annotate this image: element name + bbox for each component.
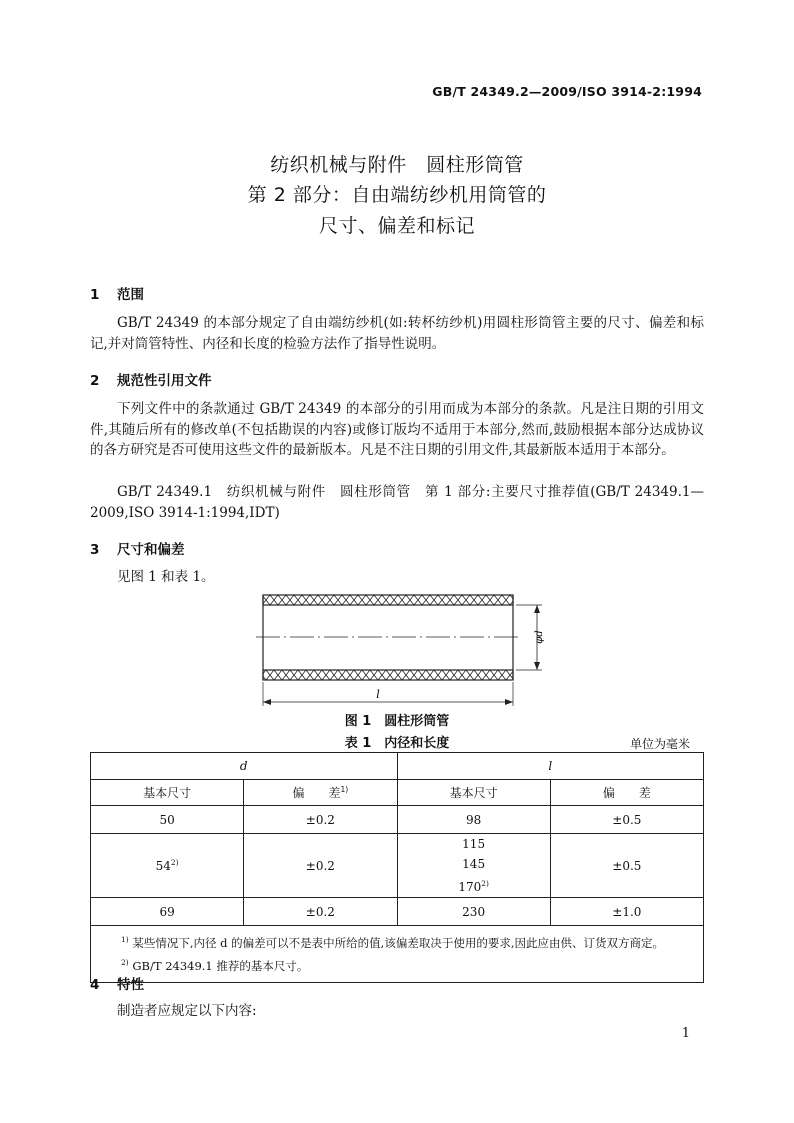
section-3-paragraph: 见图 1 和表 1。 — [117, 569, 215, 585]
standard-code: GB/T 24349.2—2009/ISO 3914-2:1994 — [432, 84, 702, 99]
section-1-heading — [90, 283, 144, 303]
title-line-1: 纺织机械与附件 圆柱形筒管 — [270, 154, 524, 176]
tube-figure — [250, 590, 550, 708]
section-2-heading — [90, 369, 212, 389]
col-header-tolerance-d: 偏 差$^{1)}$ — [244, 780, 397, 806]
length-label: l — [376, 688, 380, 701]
page-number: 1 — [681, 1026, 690, 1041]
cell-l: 230 — [397, 898, 550, 926]
cell-l: 115 145 170$^{2)}$ — [397, 834, 550, 898]
group-header-d: d — [91, 753, 398, 780]
tube-outline — [263, 595, 513, 680]
table-caption: 表 1 内径和长度 — [344, 736, 450, 751]
table-row — [91, 834, 704, 898]
section-3-heading — [90, 538, 185, 558]
col-header-basic-l: 基本尺寸 — [397, 780, 550, 806]
table-unit: 单位为毫米 — [629, 737, 690, 751]
table-row — [91, 806, 704, 834]
tube-wall-bottom — [263, 670, 513, 680]
section-2-paragraph-1: 下列文件中的条款通过 GB/T 24349 的本部分的引用而成为本部分的条款。凡是注日期的引用文件,其随后所有的修改单(不包括勘误的内容)或修订版均不适用于本部分,然而,鼓励根据本部分达成协议的各方研究是否可使用这些文件的最新版本。凡是不注日期的引用文件,其最新版本适用于本部分。 — [90, 401, 704, 458]
cell-l-tolerance: ±0.5 — [550, 834, 703, 898]
table-footnotes — [91, 926, 704, 983]
diameter-label: φd — [534, 630, 545, 644]
cell-d: 69 — [91, 898, 244, 926]
col-header-tolerance-l: 偏 差 — [550, 780, 703, 806]
cell-l-tolerance: ±1.0 — [550, 898, 703, 926]
title-line-2: 第 2 部分：自由端纺纱机用筒管的 — [247, 184, 547, 206]
section-title: 特性 — [117, 977, 144, 993]
dimensions-table — [90, 752, 704, 983]
cell-l: 98 — [397, 806, 550, 834]
tube-wall-top — [263, 595, 513, 605]
cell-d-tolerance: ±0.2 — [244, 898, 397, 926]
cell-d-tolerance: ±0.2 — [244, 834, 397, 898]
title-line-3: 尺寸、偏差和标记 — [318, 215, 475, 237]
section-4-paragraph: 制造者应规定以下内容: — [117, 1003, 257, 1019]
cell-d-tolerance: ±0.2 — [244, 806, 397, 834]
cell-l-tolerance: ±0.5 — [550, 806, 703, 834]
section-number: 4 — [90, 977, 100, 993]
cell-d: 50 — [91, 806, 244, 834]
section-number: 3 — [90, 542, 100, 558]
section-title: 范围 — [117, 287, 144, 303]
table-row — [91, 898, 704, 926]
section-number: 1 — [90, 287, 100, 303]
col-header-basic-d: 基本尺寸 — [91, 780, 244, 806]
group-header-l: l — [397, 753, 704, 780]
footnote-2: $^{2)}$ GB/T 24349.1 推荐的基本尺寸。 — [121, 957, 309, 973]
section-title: 规范性引用文件 — [117, 373, 212, 389]
figure-caption: 图 1 圆柱形筒管 — [344, 714, 450, 729]
section-4-heading — [90, 973, 144, 993]
section-2-paragraph-2: GB/T 24349.1 纺织机械与附件 圆柱形筒管 第 1 部分:主要尺寸推荐值(GB/T 24349.1—2009,ISO 3914-1:1994,IDT) — [90, 484, 704, 521]
section-1-paragraph: GB/T 24349 的本部分规定了自由端纺纱机(如:转杯纺纱机)用圆柱形筒管主要的尺寸、偏差和标记,并对筒管特性、内径和长度的检验方法作了指导性说明。 — [90, 315, 704, 352]
section-title: 尺寸和偏差 — [117, 542, 185, 558]
cell-d: 54$^{2)}$ — [91, 834, 244, 898]
footnote-1: $^{1)}$ 某些情况下,内径 d 的偏差可以不是表中所给的值,该偏差取决于使用的要求,因此应由供、订货双方商定。 — [121, 935, 664, 950]
section-number: 2 — [90, 373, 100, 389]
